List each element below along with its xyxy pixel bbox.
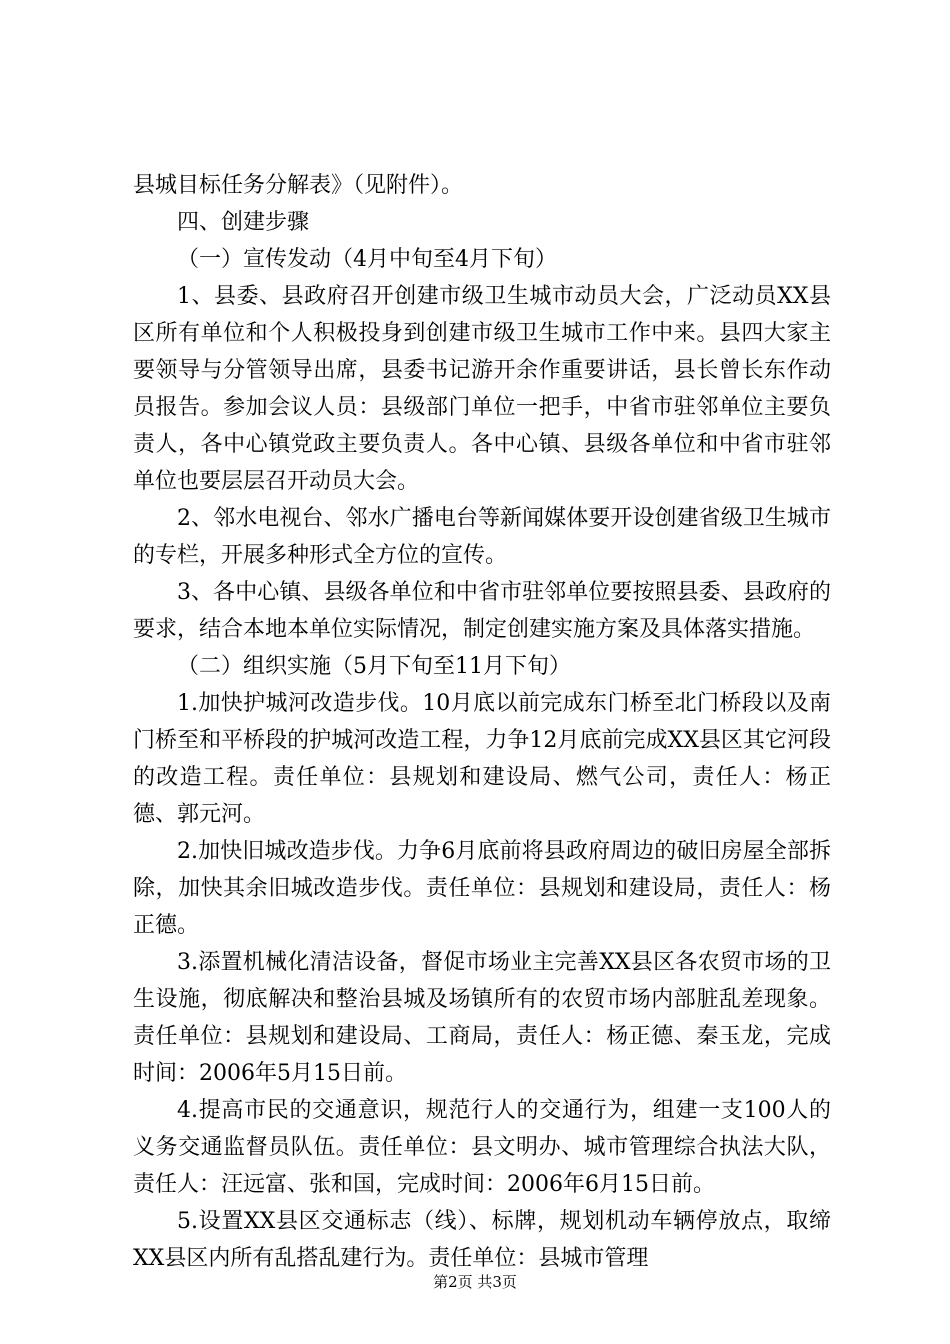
- paragraph-task-1: 1.加快护城河改造步伐。10月底以前完成东门桥至北门桥段以及南门桥至和平桥段的护城河改造工程，力争12月底前完成XX县区其它河段的改造工程。责任单位：县规划和建设局、燃气公司，责任人：杨正德、郭元河。: [133, 691, 831, 827]
- paragraph-continuation: 县城目标任务分解表》（见附件）。: [133, 173, 464, 198]
- paragraph-task-5: 5.设置XX县区交通标志（线）、标牌，规划机动车辆停放点，取缔XX县区内所有乱搭乱建行为。责任单位：县城市管理: [133, 1209, 831, 1271]
- page-footer: [0, 1272, 950, 1292]
- paragraph-item-3: 3、各中心镇、县级各单位和中省市驻邻单位要按照县委、县政府的要求，结合本地本单位实际情况，制定创建实施方案及具体落实措施。: [133, 580, 831, 642]
- page-number-label: 第2页 共3页: [433, 1273, 517, 1291]
- document-body: [133, 167, 831, 1277]
- paragraph-item-1: 1、县委、县政府召开创建市级卫生城市动员大会，广泛动员XX县区所有单位和个人积极投身到创建市级卫生城市工作中来。县四大家主要领导与分管领导出席，县委书记游开余作重要讲话，县长曾长东作动员报告。参加会议人员：县级部门单位一把手，中省市驻邻单位主要负责人，各中心镇党政主要负责人。各中心镇、县级各单位和中省市驻邻单位也要层层召开动员大会。: [133, 284, 831, 494]
- subsection-heading-implementation: （二）组织实施（5月下旬至11月下旬）: [177, 654, 571, 679]
- paragraph-task-3: 3.添置机械化清洁设备，督促市场业主完善XX县区各农贸市场的卫生设施，彻底解决和整治县城及场镇所有的农贸市场内部脏乱差现象。责任单位：县规划和建设局、工商局，责任人：杨正德、秦玉龙，完成时间：2006年5月15日前。: [133, 950, 831, 1086]
- paragraph-item-2: 2、邻水电视台、邻水广播电台等新闻媒体要开设创建省级卫生城市的专栏，开展多种形式全方位的宣传。: [133, 506, 831, 568]
- section-heading-steps: 四、创建步骤: [177, 210, 310, 235]
- subsection-heading-publicity: （一）宣传发动（4月中旬至4月下旬）: [177, 247, 557, 272]
- paragraph-task-4: 4.提高市民的交通意识，规范行人的交通行为，组建一支100人的义务交通监督员队伍。责任单位：县文明办、城市管理综合执法大队，责任人：汪远富、张和国，完成时间：2006年6月15日前。: [133, 1098, 831, 1197]
- paragraph-task-2: 2.加快旧城改造步伐。力争6月底前将县政府周边的破旧房屋全部拆除，加快其余旧城改造步伐。责任单位：县规划和建设局，责任人：杨正德。: [133, 839, 831, 938]
